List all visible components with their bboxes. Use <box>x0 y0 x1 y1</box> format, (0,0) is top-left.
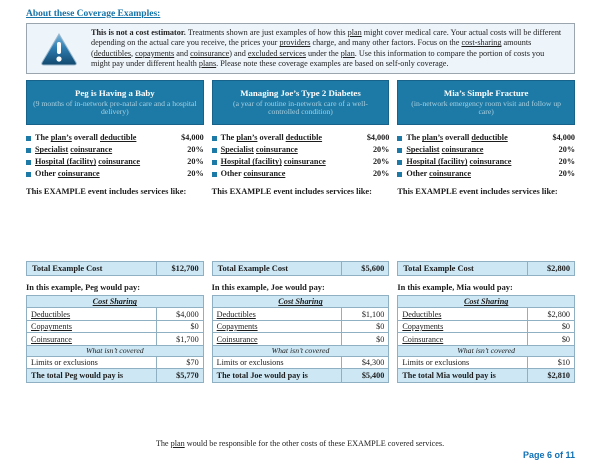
limits-exclusions-row <box>213 357 389 370</box>
plan-fact-label: Other coinsurance <box>220 169 286 179</box>
cost-sharing-table <box>212 295 390 383</box>
would-pay-heading: In this example, Mia would pay: <box>397 283 513 293</box>
plan-fact-value: 20% <box>372 145 390 155</box>
glossary-link[interactable]: coinsurance <box>243 169 286 179</box>
plan-fact-row <box>26 156 204 168</box>
example-subtitle: (in-network emergency room visit and follow up care) <box>411 98 562 117</box>
cost-sharing-rows <box>398 308 574 346</box>
plan-facts-list <box>397 132 575 180</box>
glossary-link[interactable]: deductible <box>100 133 137 143</box>
example-subtitle: (a year of routine in-network care of a well-controlled condition) <box>233 98 368 117</box>
cost-sharing-header: Cost Sharing <box>398 296 574 308</box>
glossary-link[interactable]: plan <box>340 48 355 58</box>
glossary-link[interactable]: deductible <box>285 133 323 143</box>
plan-fact-row <box>26 168 204 180</box>
coverage-example-column <box>26 80 204 383</box>
glossary-link[interactable]: Deductibles <box>402 309 442 319</box>
services-list <box>26 211 204 261</box>
total-example-cost-label: Total Example Cost <box>398 262 528 275</box>
plan-fact-label <box>221 144 373 156</box>
total-example-cost-value: $12,700 <box>171 264 199 274</box>
total-example-cost-row <box>397 261 575 276</box>
bullet-square-icon <box>397 160 402 165</box>
limits-exclusions-value: $70 <box>186 358 199 368</box>
plan-fact-value: $4,000 <box>181 133 204 143</box>
limits-exclusions-row <box>398 357 574 370</box>
cost-sharing-row-label <box>27 333 157 345</box>
plan-fact-value: 20% <box>372 169 390 179</box>
total-example-cost-row <box>212 261 390 276</box>
plan-fact-row <box>212 144 390 156</box>
limits-exclusions-label: Limits or exclusions <box>27 357 157 369</box>
plan-fact-row <box>397 168 575 180</box>
glossary-link[interactable]: coinsurance <box>429 169 472 179</box>
example-title: Managing Joe’s Type 2 Diabetes <box>240 88 361 99</box>
limits-exclusions-label: Limits or exclusions <box>213 357 343 369</box>
cost-sharing-row-label <box>398 321 528 333</box>
cost-sharing-header: Cost Sharing <box>213 296 389 308</box>
plan-fact-row <box>397 132 575 144</box>
limits-exclusions-label: Limits or exclusions <box>398 357 528 369</box>
plan-fact-value: 20% <box>187 169 204 179</box>
cost-sharing-row <box>27 308 203 321</box>
limits-exclusions-value: $4,300 <box>361 358 385 368</box>
cost-sharing-table <box>397 295 575 383</box>
glossary-link[interactable]: coinsurance <box>98 157 141 167</box>
alert-triangle-icon <box>27 32 91 66</box>
glossary-link[interactable]: Copayments <box>402 322 444 332</box>
cost-sharing-row <box>27 333 203 346</box>
cost-sharing-row-label <box>213 308 343 320</box>
column-total-value: $2,810 <box>547 371 570 381</box>
glossary-link[interactable]: excluded services <box>247 48 306 58</box>
cost-sharing-row-value: $0 <box>561 322 570 332</box>
cost-sharing-row-label <box>398 308 528 320</box>
total-example-cost-row <box>26 261 204 276</box>
plan-fact-label: Other coinsurance <box>406 169 472 179</box>
plan-fact-row <box>212 132 390 144</box>
glossary-link[interactable]: Hospital (facility) <box>406 157 468 167</box>
services-list <box>212 211 390 261</box>
total-example-cost-value: $2,800 <box>546 264 570 274</box>
glossary-link[interactable]: coinsurance <box>469 157 512 167</box>
glossary-link[interactable]: Specialist <box>220 145 254 155</box>
disclaimer-box <box>26 23 575 74</box>
plan-fact-value: $4,000 <box>552 133 575 143</box>
cost-sharing-row-value: $4,000 <box>176 309 199 319</box>
glossary-link[interactable]: Specialist <box>35 145 69 155</box>
glossary-link[interactable]: coinsurance <box>57 169 100 179</box>
total-example-cost-label: Total Example Cost <box>213 262 343 275</box>
plan-fact-label: The plan’s overall deductible <box>220 133 323 143</box>
glossary-link[interactable]: Copayments <box>31 322 72 332</box>
column-total-label: The total Joe would pay is <box>213 369 343 382</box>
cost-sharing-row-label <box>213 321 343 333</box>
plan-fact-row <box>397 156 575 168</box>
glossary-link[interactable]: Deductibles <box>216 309 256 319</box>
bullet-square-icon <box>212 172 217 177</box>
cost-sharing-row <box>398 333 574 346</box>
plan-fact-label <box>35 156 187 168</box>
bullet-square-icon <box>26 160 31 165</box>
glossary-link[interactable]: coinsurance <box>441 145 484 155</box>
example-header <box>212 80 390 125</box>
cost-sharing-row <box>398 308 574 321</box>
glossary-link[interactable]: plan <box>170 439 185 448</box>
glossary-link[interactable]: deductibles <box>93 48 132 58</box>
glossary-link[interactable]: Coinsurance <box>31 334 72 344</box>
cost-sharing-row <box>213 333 389 346</box>
column-total-row <box>398 369 574 382</box>
glossary-link[interactable]: plan’s <box>422 133 444 143</box>
plan-fact-value: 20% <box>187 157 204 167</box>
cost-sharing-row-value: $1,100 <box>361 309 385 319</box>
glossary-link[interactable]: coinsurance <box>190 48 230 58</box>
bullet-square-icon <box>212 160 217 165</box>
would-pay-heading: In this example, Peg would pay: <box>26 283 141 293</box>
cost-sharing-row <box>213 321 389 334</box>
limits-exclusions-value: $10 <box>557 358 570 368</box>
total-example-cost-value: $5,600 <box>361 264 385 274</box>
glossary-link[interactable]: Coinsurance <box>216 334 258 344</box>
cost-sharing-row <box>398 321 574 334</box>
plan-fact-row <box>212 168 390 180</box>
includes-heading: This EXAMPLE event includes services like: <box>26 187 187 197</box>
bullet-square-icon <box>212 148 217 153</box>
example-header <box>26 80 204 125</box>
cost-sharing-row-value: $0 <box>190 322 199 332</box>
glossary-link[interactable]: Copayments <box>216 322 258 332</box>
column-total-row <box>213 369 389 382</box>
plan-fact-value: $4,000 <box>366 133 390 143</box>
not-covered-header: What isn’t covered <box>213 346 389 357</box>
glossary-link[interactable]: Coinsurance <box>402 334 444 344</box>
plan-fact-row <box>397 144 575 156</box>
plan-fact-value: 20% <box>558 169 575 179</box>
plan-fact-label: Other coinsurance <box>35 169 100 179</box>
bullet-square-icon <box>26 172 31 177</box>
bullet-square-icon <box>397 148 402 153</box>
cost-sharing-row-label <box>27 321 157 333</box>
plan-fact-label <box>406 156 558 168</box>
cost-sharing-row-label <box>213 333 343 345</box>
cost-sharing-row-value: $1,700 <box>176 334 199 344</box>
not-covered-header: What isn’t covered <box>398 346 574 357</box>
plan-fact-label: The plan’s overall deductible <box>35 133 137 143</box>
disclaimer-text: This is not a cost estimator. Treatments shown are just examples of how this plan might cover medical care. Your actual costs will be different depending on the actual care you receive, the prices your providers charge, and many other factors. Focus on the cost-sharing amounts (deductibles, copayments and coinsurance) and excluded services under the plan. Use this information to compare the portion of costs you might pay under different health plans. Please note these coverage examples are based on self-only coverage. <box>91 28 562 68</box>
glossary-link[interactable]: coinsurance <box>70 145 113 155</box>
cost-sharing-row-label <box>398 333 528 345</box>
example-header <box>397 80 575 125</box>
not-covered-header: What isn’t covered <box>27 346 203 357</box>
coverage-example-column <box>212 80 390 383</box>
glossary-link[interactable]: coinsurance <box>255 145 298 155</box>
includes-heading: This EXAMPLE event includes services like: <box>211 187 372 197</box>
cost-sharing-row-value: $0 <box>561 334 570 344</box>
plan-fact-value: 20% <box>187 145 204 155</box>
cost-sharing-row-value: $0 <box>376 322 385 332</box>
cost-sharing-table <box>26 295 204 383</box>
glossary-link[interactable]: Deductibles <box>31 309 71 319</box>
bullet-square-icon <box>397 136 402 141</box>
cost-sharing-row <box>27 321 203 334</box>
page-title: About these Coverage Examples: <box>26 9 161 19</box>
glossary-link[interactable]: plans <box>198 58 217 68</box>
glossary-link[interactable]: Specialist <box>406 145 440 155</box>
plan-fact-label: The plan’s overall deductible <box>406 133 508 143</box>
bullet-square-icon <box>26 148 31 153</box>
example-title: Mia’s Simple Fracture <box>443 88 529 99</box>
plan-fact-label <box>35 144 187 156</box>
cost-sharing-rows <box>27 308 203 346</box>
plan-fact-row <box>26 132 204 144</box>
glossary-link[interactable]: providers <box>279 38 311 48</box>
example-title: Peg is Having a Baby <box>74 88 155 99</box>
footer-note: The plan would be responsible for the other costs of these EXAMPLE covered services. <box>155 439 445 448</box>
plan-facts-list <box>212 132 390 180</box>
cost-sharing-row <box>213 308 389 321</box>
plan-fact-value: 20% <box>558 145 575 155</box>
cost-sharing-header: Cost Sharing <box>27 296 203 308</box>
total-example-cost-label: Total Example Cost <box>27 262 157 275</box>
glossary-link[interactable]: coinsurance <box>283 157 326 167</box>
bullet-square-icon <box>397 172 402 177</box>
coverage-example-column <box>397 80 575 383</box>
plan-fact-label <box>221 156 373 168</box>
bullet-square-icon <box>212 136 217 141</box>
column-total-value: $5,770 <box>176 371 199 381</box>
services-list <box>397 211 575 261</box>
glossary-link[interactable]: plan’s <box>50 133 72 143</box>
glossary-link[interactable]: Hospital (facility) <box>35 157 97 167</box>
plan-facts-list <box>26 132 204 180</box>
glossary-link[interactable]: deductible <box>471 133 508 143</box>
column-total-value: $5,400 <box>361 371 385 381</box>
cost-sharing-row-value: $2,800 <box>547 309 570 319</box>
coverage-example-columns <box>26 80 575 383</box>
cost-sharing-row-value: $0 <box>376 334 385 344</box>
example-subtitle: (9 months of in-network pre-natal care and a hospital delivery) <box>33 98 197 117</box>
plan-fact-value: 20% <box>558 157 575 167</box>
cost-sharing-row-label <box>27 308 157 320</box>
plan-fact-row <box>26 144 204 156</box>
plan-fact-value: 20% <box>372 157 390 167</box>
page-number: Page 6 of 11 <box>522 450 575 460</box>
column-total-label: The total Peg would pay is <box>27 369 157 382</box>
glossary-link[interactable]: copayments <box>135 48 175 58</box>
glossary-link[interactable]: plan <box>347 28 362 37</box>
column-total-row <box>27 369 203 382</box>
limits-exclusions-row <box>27 357 203 370</box>
column-total-label: The total Mia would pay is <box>398 369 528 382</box>
plan-fact-label <box>406 144 558 156</box>
glossary-link[interactable]: Hospital (facility) <box>220 157 282 167</box>
bullet-square-icon <box>26 136 31 141</box>
would-pay-heading: In this example, Joe would pay: <box>211 283 325 293</box>
glossary-link[interactable]: cost-sharing <box>461 38 502 48</box>
cost-sharing-rows <box>213 308 389 346</box>
glossary-link[interactable]: plan’s <box>236 133 258 143</box>
includes-heading: This EXAMPLE event includes services like: <box>397 187 558 197</box>
plan-fact-row <box>212 156 390 168</box>
